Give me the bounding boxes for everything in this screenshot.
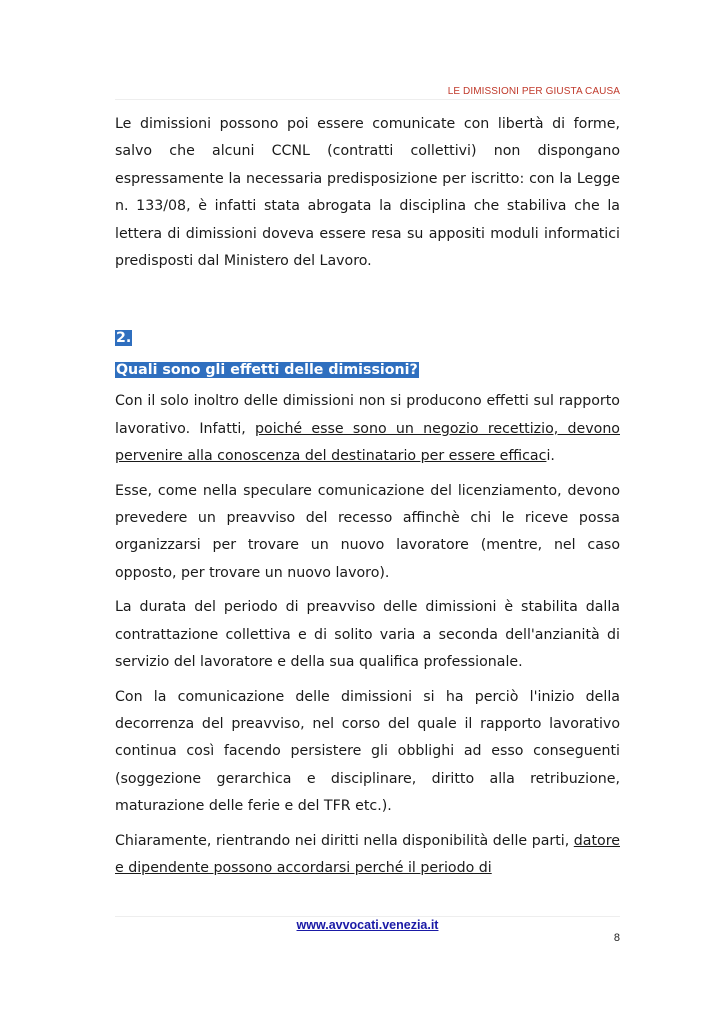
document-body [115, 111, 620, 882]
running-header: LE DIMISSIONI PER GIUSTA CAUSA [447, 86, 620, 97]
section-number [115, 325, 620, 352]
footer-divider [115, 916, 620, 917]
section-heading-highlight: Quali sono gli effetti delle dimissioni? [116, 362, 418, 379]
paragraph-accordo-start: Chiaramente, rientrando nei diritti nella disponibilità delle parti, [115, 832, 574, 849]
paragraph-forme: Le dimissioni possono poi essere comunicate con libertà di forme, salvo che alcuni CCNL (contratti collettivi) non dispongano espressamente la necessaria predisposizione per iscritto: con la Legge n. 133/08, è infatti stata abrogata la disciplina che stabiliva che la lettera di dimissioni doveva essere resa su appositi moduli informatici predisposti dal Ministero del Lavoro. [115, 116, 620, 270]
section-number-highlight: 2. [116, 330, 132, 347]
underlined-recettizio: poiché esse sono un negozio recettizio, devono pervenire alla conoscenza del destinatario per essere efficac [115, 420, 620, 465]
underlined-datore: datore e dipendente possono accordarsi perché il periodo di [115, 832, 620, 876]
paragraph-effetti-end: i. [546, 448, 555, 465]
paragraph-durata: La durata del periodo di preavviso delle dimissioni è stabilita dalla contrattazione collettiva e di solito varia a seconda dell'anzianità di servizio del lavoratore e della sua qualifica professionale. [115, 599, 620, 671]
paragraph-effetti [115, 388, 620, 470]
paragraph-effetti-start: Con il solo inoltro delle dimissioni non si producono effetti sul rapporto lavorativo. Infatti, [115, 393, 620, 437]
spacer [115, 275, 620, 325]
page-number: 8 [613, 932, 620, 944]
paragraph-decorrenza: Con la comunicazione delle dimissioni si ha perciò l'inizio della decorrenza del preavviso, nel corso del quale il rapporto lavorativo continua così facendo persistere gli obblighi ad esso conseguenti (soggezione gerarchica e disciplinare, diritto alla retribuzione, maturazione delle ferie e del TFR etc.). [115, 688, 620, 815]
section-heading [115, 359, 620, 381]
header-divider [115, 99, 620, 100]
paragraph-accordo [115, 828, 620, 883]
website-link[interactable]: www.avvocati.venezia.it [296, 918, 439, 932]
paragraph-preavviso: Esse, come nella speculare comunicazione del licenziamento, devono prevedere un preavviso del recesso affinchè chi le riceve possa organizzarsi per trovare un nuovo lavoratore (mentre, nel caso opposto, per trovare un nuovo lavoro). [115, 482, 620, 581]
